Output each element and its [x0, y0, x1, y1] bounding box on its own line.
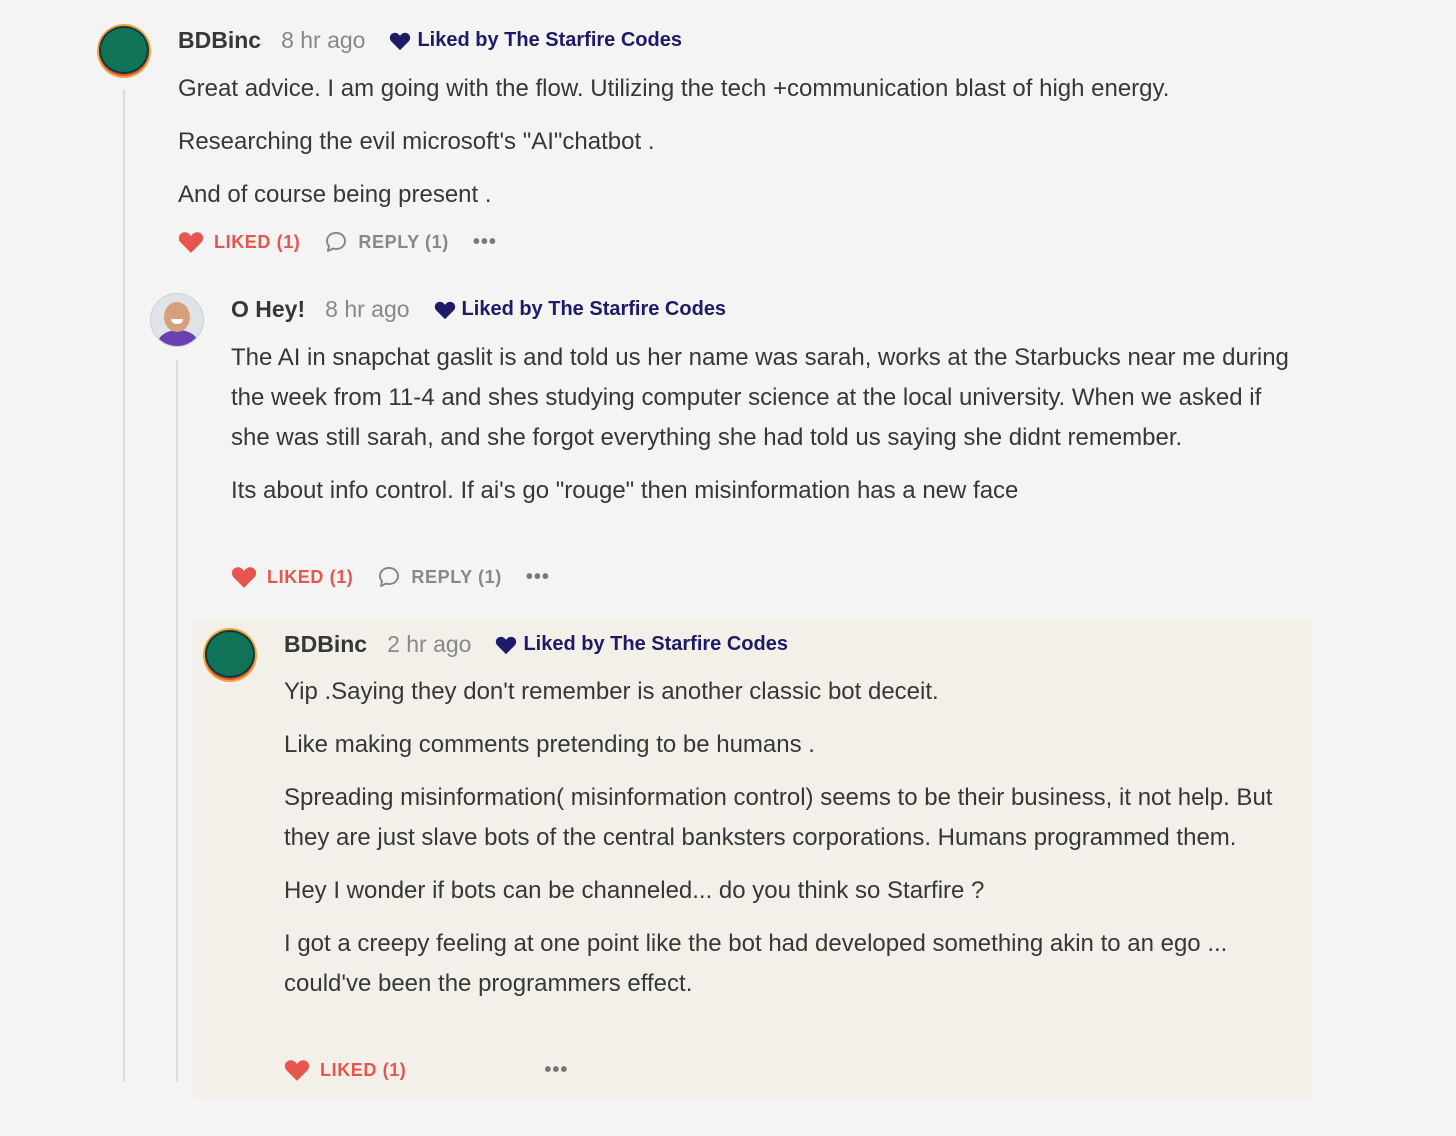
more-dots-icon[interactable]: •••	[544, 1058, 569, 1081]
comment-body	[231, 338, 1291, 524]
timestamp[interactable]: 8 hr ago	[325, 296, 410, 322]
liked-by-badge	[495, 633, 788, 656]
comment-header	[178, 27, 682, 54]
comment-paragraph: Hey I wonder if bots can be channeled... do you think so Starfire ?	[284, 877, 985, 904]
liked-by-badge	[389, 29, 682, 52]
speech-bubble-icon	[324, 230, 348, 254]
liked-by-text: Liked by The Starfire Codes	[523, 633, 788, 655]
comment-actions	[231, 565, 550, 589]
timestamp[interactable]: 2 hr ago	[387, 631, 472, 657]
comment-body	[178, 69, 1288, 228]
timestamp[interactable]: 8 hr ago	[281, 27, 366, 53]
like-button[interactable]	[231, 565, 353, 589]
like-button[interactable]	[284, 1058, 406, 1082]
heart-icon	[284, 1058, 310, 1082]
heart-icon	[389, 31, 411, 51]
comment-paragraph: Spreading misinformation( misinformation control) seems to be their business, it not help. But they are just slave bots of the central banksters corporations. Humans programmed them.	[284, 784, 1273, 851]
like-label: LIKED (1)	[214, 231, 301, 252]
liked-by-text: Liked by The Starfire Codes	[417, 29, 682, 51]
comment-paragraph: And of course being present .	[178, 181, 492, 208]
speech-bubble-icon	[377, 565, 401, 589]
liked-by-text: Liked by The Starfire Codes	[461, 298, 727, 320]
comment-paragraph: Like making comments pretending to be humans .	[284, 731, 815, 758]
avatar[interactable]	[203, 628, 257, 682]
comment-body	[284, 672, 1302, 1017]
comment-paragraph: Great advice. I am going with the flow. Utilizing the tech +communication blast of high energy.	[178, 75, 1170, 102]
like-label: LIKED (1)	[267, 566, 354, 587]
author-name[interactable]: O Hey!	[231, 296, 306, 322]
comment-actions	[284, 1058, 568, 1082]
comment-paragraph: I got a creepy feeling at one point like the bot had developed something akin to an ego ... could've been the programmers effect.	[284, 930, 1228, 997]
comment-actions	[178, 230, 497, 254]
author-name[interactable]: BDBinc	[284, 631, 368, 657]
avatar[interactable]	[150, 293, 204, 347]
heart-icon	[231, 565, 257, 589]
like-label: LIKED (1)	[320, 1059, 407, 1080]
comment-header	[231, 296, 726, 323]
reply-button[interactable]	[377, 565, 501, 589]
thread-line-level-2	[176, 360, 178, 1082]
heart-icon	[495, 635, 517, 655]
reply-label: REPLY (1)	[411, 566, 502, 587]
comment-paragraph: The AI in snapchat gaslit is and told us her name was sarah, works at the Starbucks near me during the week from 11-4 and shes studying computer science at the local university. When we asked if she was still sarah, and she forgot everything she had told us saying she didnt remember.	[231, 344, 1289, 451]
more-dots-icon[interactable]: •••	[472, 230, 497, 253]
comment-paragraph: Yip .Saying they don't remember is another classic bot deceit.	[284, 678, 939, 705]
author-name[interactable]: BDBinc	[178, 27, 262, 53]
more-dots-icon[interactable]: •••	[525, 565, 550, 588]
comment-paragraph: Its about info control. If ai's go "rouge" then misinformation has a new face	[231, 477, 1019, 504]
avatar[interactable]	[97, 24, 151, 78]
thread-line-level-1	[123, 90, 125, 1082]
comment-paragraph: Researching the evil microsoft's "AI"chatbot .	[178, 128, 655, 155]
reply-label: REPLY (1)	[358, 231, 449, 252]
heart-icon	[178, 230, 204, 254]
heart-icon	[434, 300, 456, 320]
liked-by-badge	[434, 298, 727, 321]
like-button[interactable]	[178, 230, 300, 254]
comment-header	[284, 631, 788, 658]
reply-button[interactable]	[324, 230, 448, 254]
